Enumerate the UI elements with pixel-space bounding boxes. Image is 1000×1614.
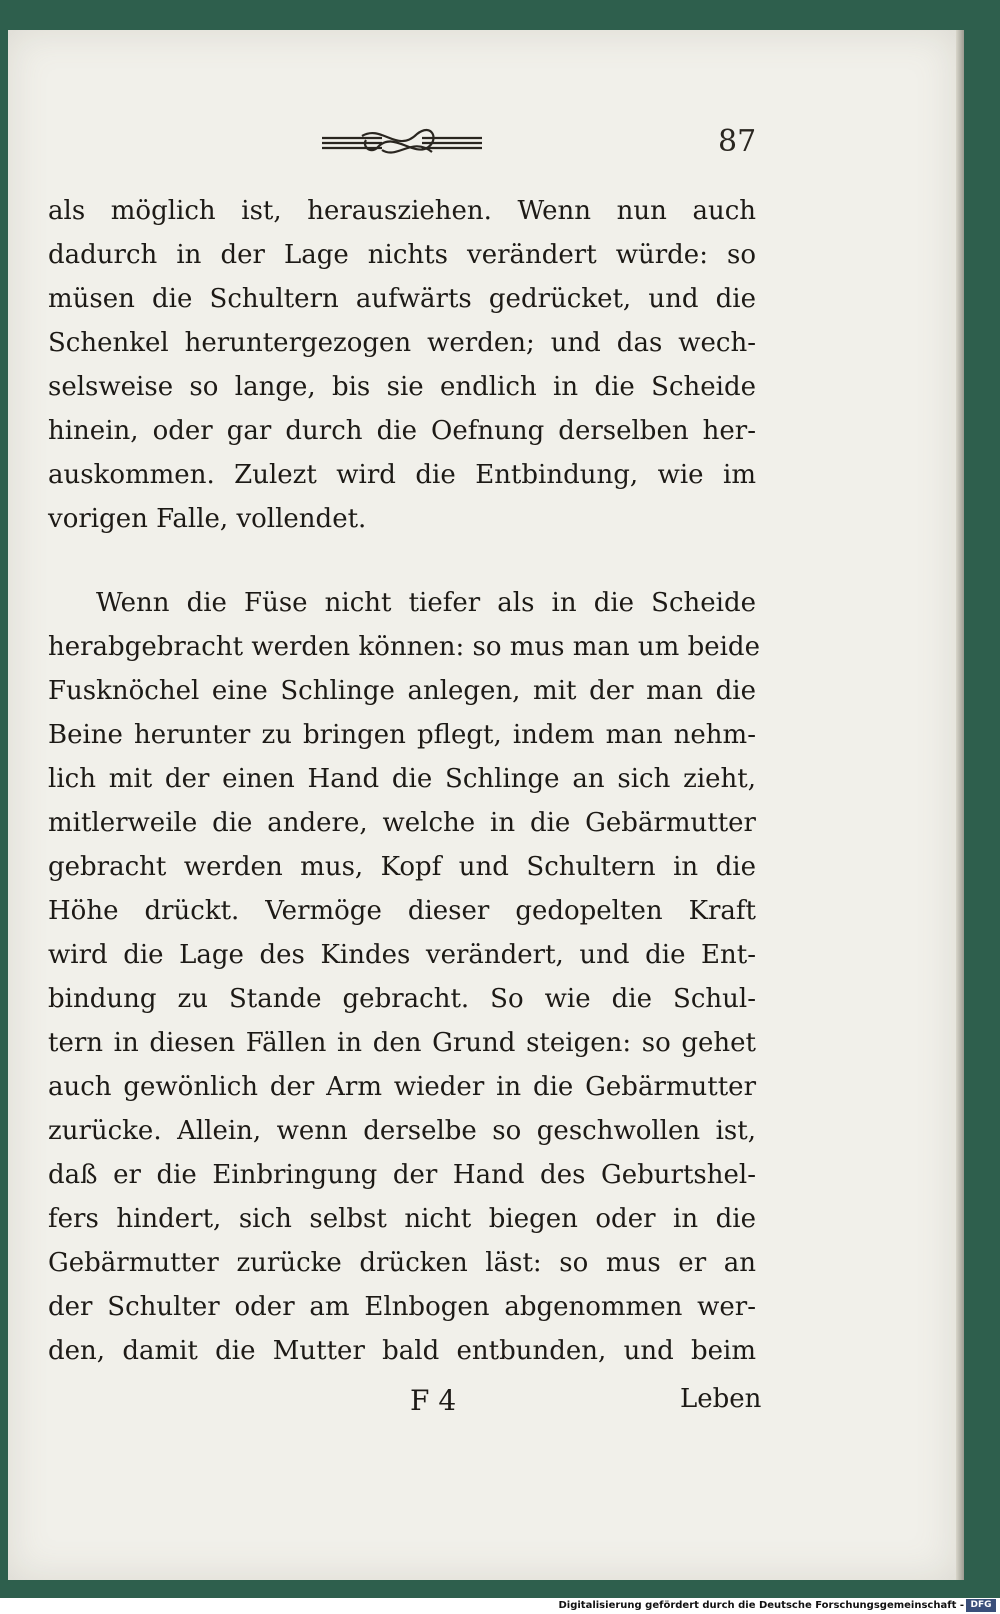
text-line: müsen die Schultern aufwärts gedrücket, und die bbox=[48, 284, 756, 314]
text-line: den, damit die Mutter bald entbunden, und beim bbox=[48, 1336, 756, 1366]
text-line: auch gewönlich der Arm wieder in die Gebärmutter bbox=[48, 1072, 756, 1102]
text-line: selsweise so lange, bis sie endlich in die Scheide bbox=[48, 372, 756, 402]
text-line: fers hindert, sich selbst nicht biegen oder in die bbox=[48, 1204, 756, 1234]
text-line: daß er die Einbringung der Hand des Geburtshel- bbox=[48, 1160, 756, 1190]
digitization-credit: Digitalisierung gefördert durch die Deutsche Forschungsgemeinschaft - bbox=[558, 1600, 964, 1611]
text-line: Beine herunter zu bringen pflegt, indem man nehm- bbox=[48, 720, 756, 750]
text-line: zurücke. Allein, wenn derselbe so geschwollen ist, bbox=[48, 1116, 756, 1146]
page-edge bbox=[956, 30, 964, 1580]
text-line: vorigen Falle, vollendet. bbox=[48, 504, 367, 534]
page-number: 87 bbox=[718, 124, 757, 159]
text-line: Fusknöchel eine Schlinge anlegen, mit der man die bbox=[48, 676, 756, 706]
text-line: dadurch in der Lage nichts verändert würde: so bbox=[48, 240, 756, 270]
text-line: gebracht werden mus, Kopf und Schultern in die bbox=[48, 852, 756, 882]
catchword: Leben bbox=[680, 1384, 762, 1414]
text-line: lich mit der einen Hand die Schlinge an sich zieht, bbox=[48, 764, 756, 794]
knot-ornament-icon bbox=[322, 126, 482, 158]
text-line: Gebärmutter zurücke drücken läst: so mus er an bbox=[48, 1248, 756, 1278]
dfg-logo: DFG bbox=[966, 1599, 996, 1612]
text-line: auskommen. Zulezt wird die Entbindung, wie im bbox=[48, 460, 756, 490]
text-line: wird die Lage des Kindes verändert, und die Ent- bbox=[48, 940, 756, 970]
text-line: als möglich ist, herausziehen. Wenn nun auch bbox=[48, 196, 756, 226]
text-line: tern in diesen Fällen in den Grund steigen: so gehet bbox=[48, 1028, 756, 1058]
text-line: der Schulter oder am Elnbogen abgenommen wer- bbox=[48, 1292, 756, 1322]
text-line: mitlerweile die andere, welche in die Gebärmutter bbox=[48, 808, 756, 838]
text-line: Schenkel heruntergezogen werden; und das wech- bbox=[48, 328, 756, 358]
text-line: herabgebracht werden können: so mus man um beide bbox=[48, 632, 760, 662]
signature-mark: F 4 bbox=[410, 1384, 457, 1417]
text-line: Wenn die Füse nicht tiefer als in die Scheide bbox=[96, 588, 756, 618]
text-line: Höhe drückt. Vermöge dieser gedopelten Kraft bbox=[48, 896, 756, 926]
text-line: bindung zu Stande gebracht. So wie die Schul- bbox=[48, 984, 756, 1014]
text-line: hinein, oder gar durch die Oefnung derselben her- bbox=[48, 416, 756, 446]
